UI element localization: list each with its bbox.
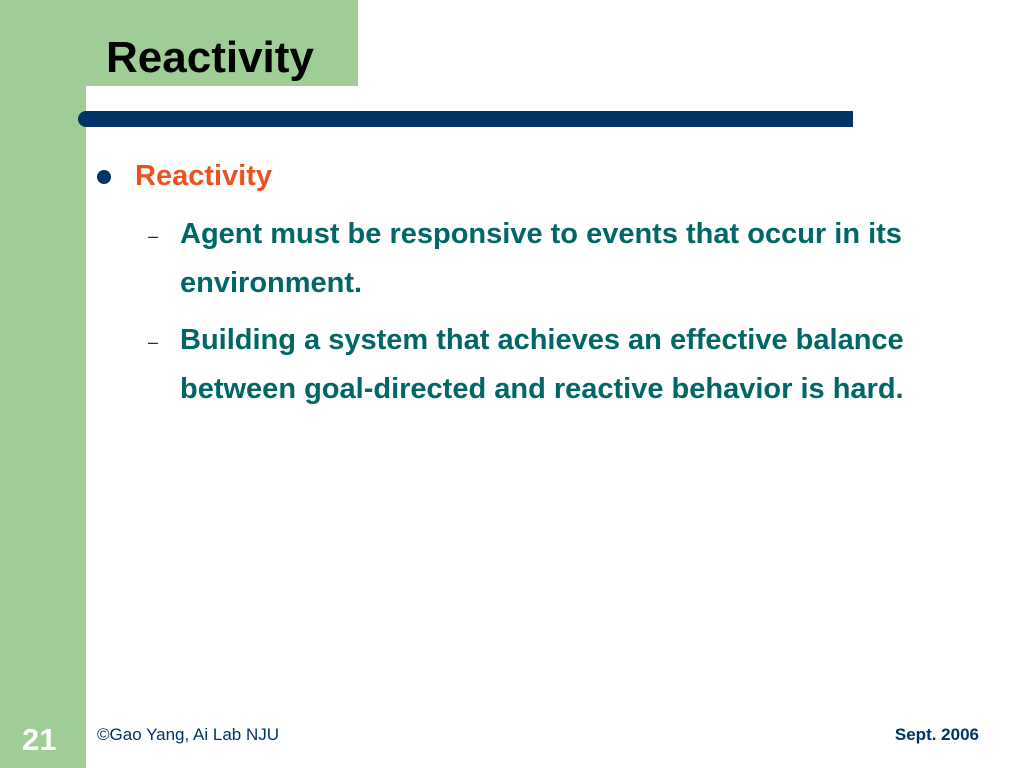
green-sidebar-decoration <box>0 0 86 768</box>
page-number: 21 <box>22 722 57 757</box>
sub-item-dash: – <box>148 226 159 246</box>
title-underline-bar <box>78 111 853 127</box>
sub-item-text: Building a system that achieves an effective balance between goal-directed and reactive behavior is hard. <box>180 324 904 405</box>
footer-date: Sept. 2006 <box>894 725 979 744</box>
bullet-heading: Reactivity <box>135 160 273 192</box>
bullet-dot-icon <box>97 170 111 184</box>
sub-item-dash: – <box>148 332 159 352</box>
footer-copyright: ©Gao Yang, Ai Lab NJU <box>97 725 280 744</box>
slide-title: Reactivity <box>106 33 314 82</box>
sub-item-text: Agent must be responsive to events that occur in its environment. <box>180 218 902 299</box>
